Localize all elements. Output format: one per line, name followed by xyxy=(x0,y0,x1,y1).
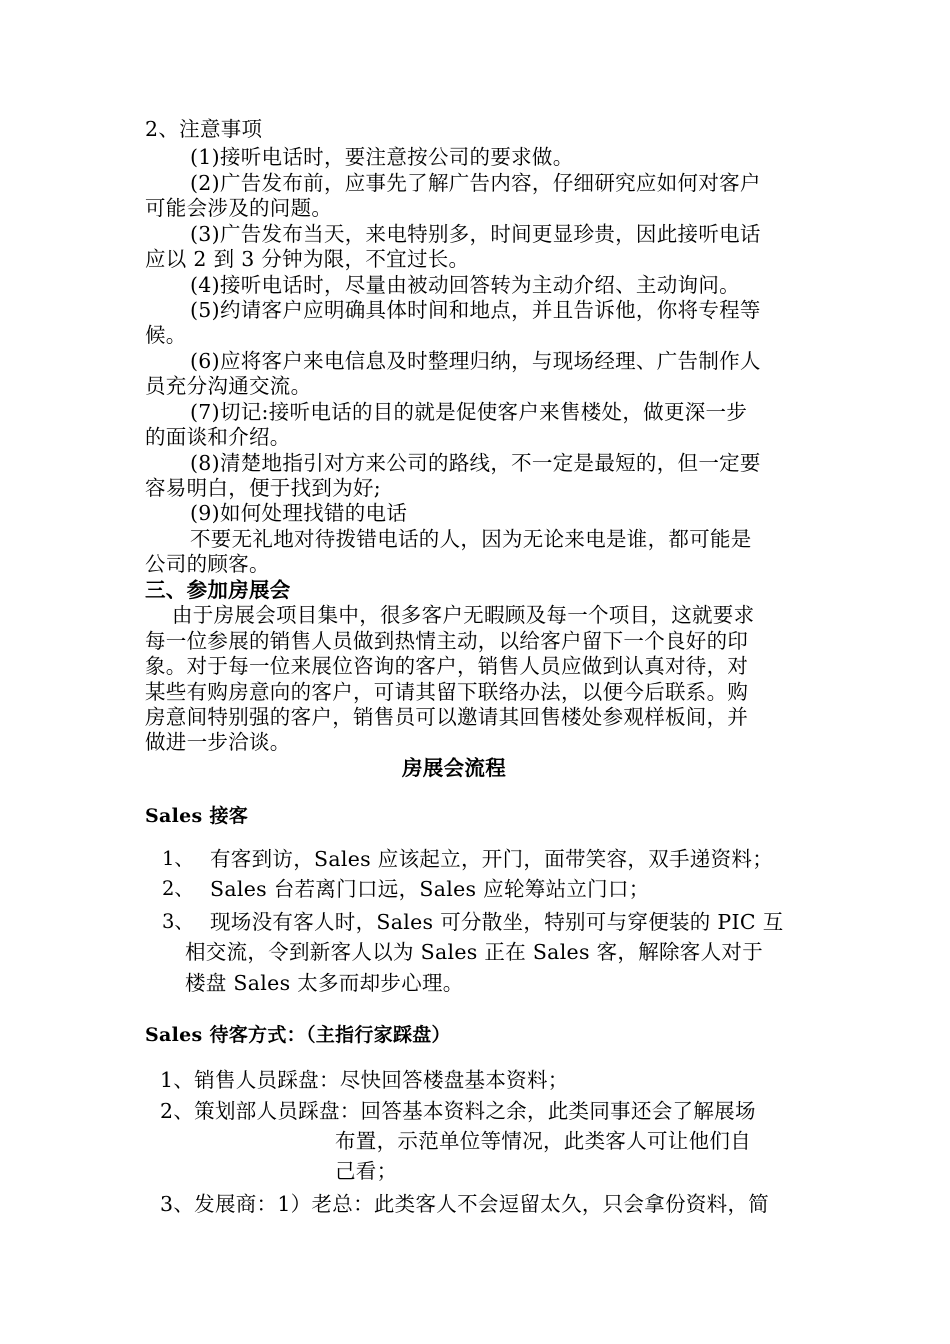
list-number: 1、 xyxy=(162,847,194,870)
section-heading-expo: 三、参加房展会 xyxy=(145,578,291,602)
list-number: 3、 xyxy=(162,910,194,933)
expo-paragraph-line: 由于房展会项目集中，很多客户无暇顾及每一个项目，这就要求 xyxy=(172,603,755,627)
list-number: 2、 xyxy=(162,877,194,900)
expo-process-title: 房展会流程 xyxy=(402,756,506,780)
note-9-body-cont: 公司的顾客。 xyxy=(145,552,270,576)
note-8: (8)清楚地指引对方来公司的路线，不一定是最短的，但一定要 xyxy=(190,451,761,475)
note-7-cont: 的面谈和介绍。 xyxy=(145,425,291,449)
note-9-body: 不要无礼地对待拨错电话的人，因为无论来电是谁，都可能是 xyxy=(190,527,752,551)
sales-hosting-heading: Sales 待客方式：（主指行家踩盘） xyxy=(145,1024,451,1046)
hosting-item-2: 2、策划部人员踩盘：回答基本资料之余，此类同事还会了解展场 xyxy=(160,1099,756,1123)
note-2: (2)广告发布前，应事先了解广告内容，仔细研究应如何对客户 xyxy=(190,171,761,195)
reception-item-3: 现场没有客人时，Sales 可分散坐，特别可与穿便装的 PIC 互 xyxy=(210,910,784,934)
note-3-cont: 应以 2 到 3 分钟为限，不宜过长。 xyxy=(145,247,470,271)
expo-paragraph-line: 做进一步洽谈。 xyxy=(145,730,291,754)
expo-paragraph-line: 房意间特别强的客户，销售员可以邀请其回售楼处参观样板间，并 xyxy=(145,705,749,729)
reception-item-1: 有客到访，Sales 应该起立，开门，面带笑容，双手递资料； xyxy=(210,847,773,871)
hosting-item-2-cont: 己看； xyxy=(335,1159,398,1183)
note-9: (9)如何处理找错的电话 xyxy=(190,501,408,525)
note-8-cont: 容易明白，便于找到为好; xyxy=(145,476,382,500)
hosting-item-3: 3、发展商：1）老总：此类客人不会逗留太久，只会拿份资料，简 xyxy=(160,1192,770,1216)
note-6-cont: 员充分沟通交流。 xyxy=(145,374,312,398)
sales-reception-heading: Sales 接客 xyxy=(145,805,249,827)
reception-item-3-cont: 楼盘 Sales 太多而却步心理。 xyxy=(185,971,464,995)
note-6: (6)应将客户来电信息及时整理归纳，与现场经理、广告制作人 xyxy=(190,349,761,373)
note-1: (1)接听电话时，要注意按公司的要求做。 xyxy=(190,145,574,169)
reception-item-2: Sales 台若离门口远，Sales 应轮筹站立门口； xyxy=(210,877,650,901)
expo-paragraph-line: 某些有购房意向的客户，可请其留下联络办法，以便今后联系。购 xyxy=(145,680,749,704)
hosting-item-2-cont: 布置，示范单位等情况，此类客人可让他们自 xyxy=(335,1129,751,1153)
note-7: (7)切记:接听电话的目的就是促使客户来售楼处，做更深一步 xyxy=(190,400,748,424)
expo-paragraph-line: 象。对于每一位来展位咨询的客户，销售人员应做到认真对待，对 xyxy=(145,654,749,678)
reception-item-3-cont: 相交流，令到新客人以为 Sales 正在 Sales 客，解除客人对于 xyxy=(185,940,764,964)
note-2-cont: 可能会涉及的问题。 xyxy=(145,196,333,220)
note-3: (3)广告发布当天，来电特别多，时间更显珍贵，因此接听电话 xyxy=(190,222,761,246)
expo-paragraph-line: 每一位参展的销售人员做到热情主动，以给客户留下一个良好的印 xyxy=(145,629,749,653)
hosting-item-1: 1、销售人员踩盘：尽快回答楼盘基本资料； xyxy=(160,1068,569,1092)
note-5: (5)约请客户应明确具体时间和地点，并且告诉他，你将专程等 xyxy=(190,298,761,322)
section-heading-notes: 2、注意事项 xyxy=(145,117,263,141)
note-5-cont: 候。 xyxy=(145,323,187,347)
note-4: (4)接听电话时，尽量由被动回答转为主动介绍、主动询问。 xyxy=(190,273,740,297)
